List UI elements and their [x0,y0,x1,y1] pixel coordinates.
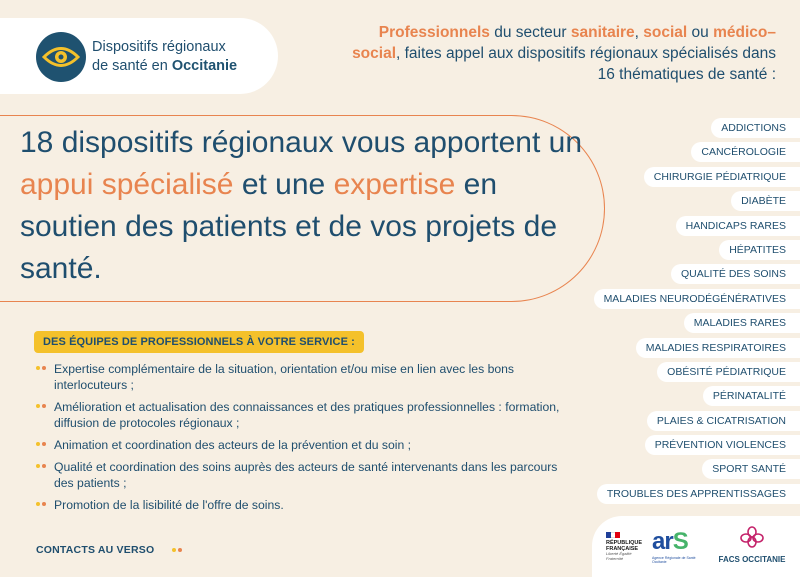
facs-logo: FACS OCCITANIE [712,526,792,564]
contacts-dots-icon [172,548,184,566]
theme-item: SPORT SANTÉ [600,457,800,481]
facs-flower-icon [740,526,764,548]
list-item: Amélioration et actualisation des connaissances et des pratiques professionnelles : formation, diffusion de protocoles régionaux ; [34,399,574,431]
contacts-label: CONTACTS AU VERSO [36,544,155,556]
list-item: Promotion de la lisibilité de l'offre de soins. [34,497,574,513]
theme-item: ADDICTIONS [600,116,800,140]
theme-item: CHIRURGIE PÉDIATRIQUE [600,165,800,189]
bullet-dots-icon [36,404,52,410]
team-badge: DES ÉQUIPES DE PROFESSIONNELS À VOTRE SERVICE : [34,331,364,353]
bullet-dots-icon [36,502,52,508]
theme-item: TROUBLES DES APPRENTISSAGES [600,482,800,506]
theme-item: MALADIES RESPIRATOIRES [600,336,800,360]
theme-item: HANDICAPS RARES [600,214,800,238]
list-item: Expertise complémentaire de la situation, orientation et/ou mise en lien avec les bons interlocuteurs ; [34,361,574,393]
footer-logos [592,516,800,577]
logo-line-1: Dispositifs régionaux [92,39,226,55]
theme-item: PLAIES & CICATRISATION [600,409,800,433]
ars-logo: arS Agence Régionale de Santé Occitanie [652,528,696,564]
hero-highlight-appui: appui spécialisé [20,168,234,201]
logo-line-2: de santé en Occitanie [92,58,238,74]
services-list [34,361,574,519]
theme-item: DIABÈTE [600,189,800,213]
french-flag-icon [606,532,620,538]
hero-highlight-expertise: expertise [333,168,456,201]
theme-item: MALADIES NEURODÉGÉNÉRATIVES [600,287,800,311]
bullet-dots-icon [36,366,52,372]
eye-icon [36,32,86,82]
logo-accent: Occitanie [171,58,238,74]
theme-item: OBÉSITÉ PÉDIATRIQUE [600,360,800,384]
bullet-dots-icon [36,442,52,448]
list-item: Animation et coordination des acteurs de la prévention et du soin ; [34,437,574,453]
themes-list [600,116,800,506]
logo-text [92,38,237,76]
intro-text: Professionnels du secteur sanitaire, social ou médico–social, faites appel aux dispositifs régionaux spécialisés dans 16 thématiques de santé : [352,24,776,83]
theme-item: MALADIES RARES [600,311,800,335]
theme-item: CANCÉROLOGIE [600,140,800,164]
theme-item: PRÉVENTION VIOLENCES [600,433,800,457]
bullet-dots-icon [36,464,52,470]
logo-card [0,18,278,94]
republique-francaise-logo: RÉPUBLIQUE FRANÇAISE Liberté Égalité Fraternité [606,532,644,561]
theme-item: HÉPATITES [600,238,800,262]
list-item: Qualité et coordination des soins auprès des acteurs de santé intervenants dans les parcours des patients ; [34,459,574,491]
theme-item: PÉRINATALITÉ [600,384,800,408]
hero-headline: 18 dispositifs régionaux vous apportent un appui spécialisé et une expertise en soutien des patients et de vos projets de santé. [20,126,583,285]
theme-item: QUALITÉ DES SOINS [600,262,800,286]
